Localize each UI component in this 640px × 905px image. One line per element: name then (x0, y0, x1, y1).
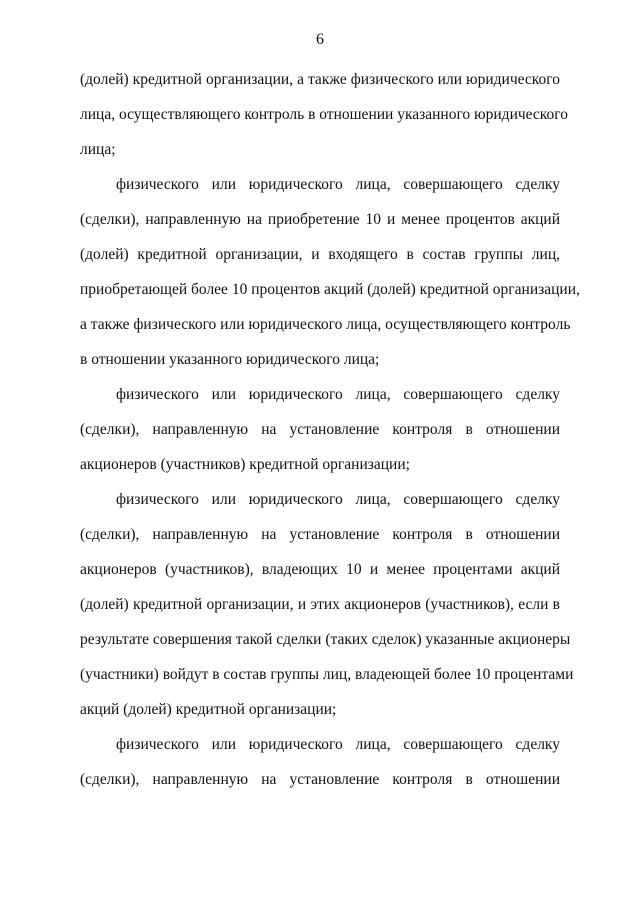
text-line: в отношении указанного юридического лица; (80, 351, 380, 368)
text-line: результате совершения такой сделки (таких сделок) указанные акционеры (80, 631, 571, 648)
text-line: (сделки), направленную на приобретение 10 и менее процентов акций (80, 211, 560, 228)
text-line: физического или юридического лица, совершающего сделку (116, 491, 560, 508)
text-line: акционеров (участников) кредитной организации; (80, 456, 410, 473)
text-line: а также физического или юридического лица, осуществляющего контроль (80, 316, 571, 333)
text-line: лица; (80, 141, 116, 158)
text-line: (долей) кредитной организации, и входящего в состав группы лиц, (80, 246, 560, 263)
text-line: акций (долей) кредитной организации; (80, 701, 337, 718)
text-line: акционеров (участников), владеющих 10 и менее процентами акций (80, 561, 560, 578)
text-line: (сделки), направленную на установление контроля в отношении (80, 771, 560, 788)
text-line: (сделки), направленную на установление контроля в отношении (80, 421, 560, 438)
text-line: (участники) войдут в состав группы лиц, владеющей более 10 процентами (80, 666, 574, 683)
text-line: лица, осуществляющего контроль в отношении указанного юридического (80, 106, 569, 123)
text-line: (долей) кредитной организации, а также физического или юридического (80, 71, 560, 88)
text-line: (сделки), направленную на установление контроля в отношении (80, 526, 560, 543)
text-line: (долей) кредитной организации, и этих акционеров (участников), если в (80, 596, 560, 613)
text-line: приобретающей более 10 процентов акций (долей) кредитной организации, (80, 281, 580, 298)
text-line: физического или юридического лица, совершающего сделку (116, 736, 560, 753)
page-number: 6 (316, 31, 324, 48)
text-line: физического или юридического лица, совершающего сделку (116, 386, 560, 403)
text-line: физического или юридического лица, совершающего сделку (116, 176, 560, 193)
